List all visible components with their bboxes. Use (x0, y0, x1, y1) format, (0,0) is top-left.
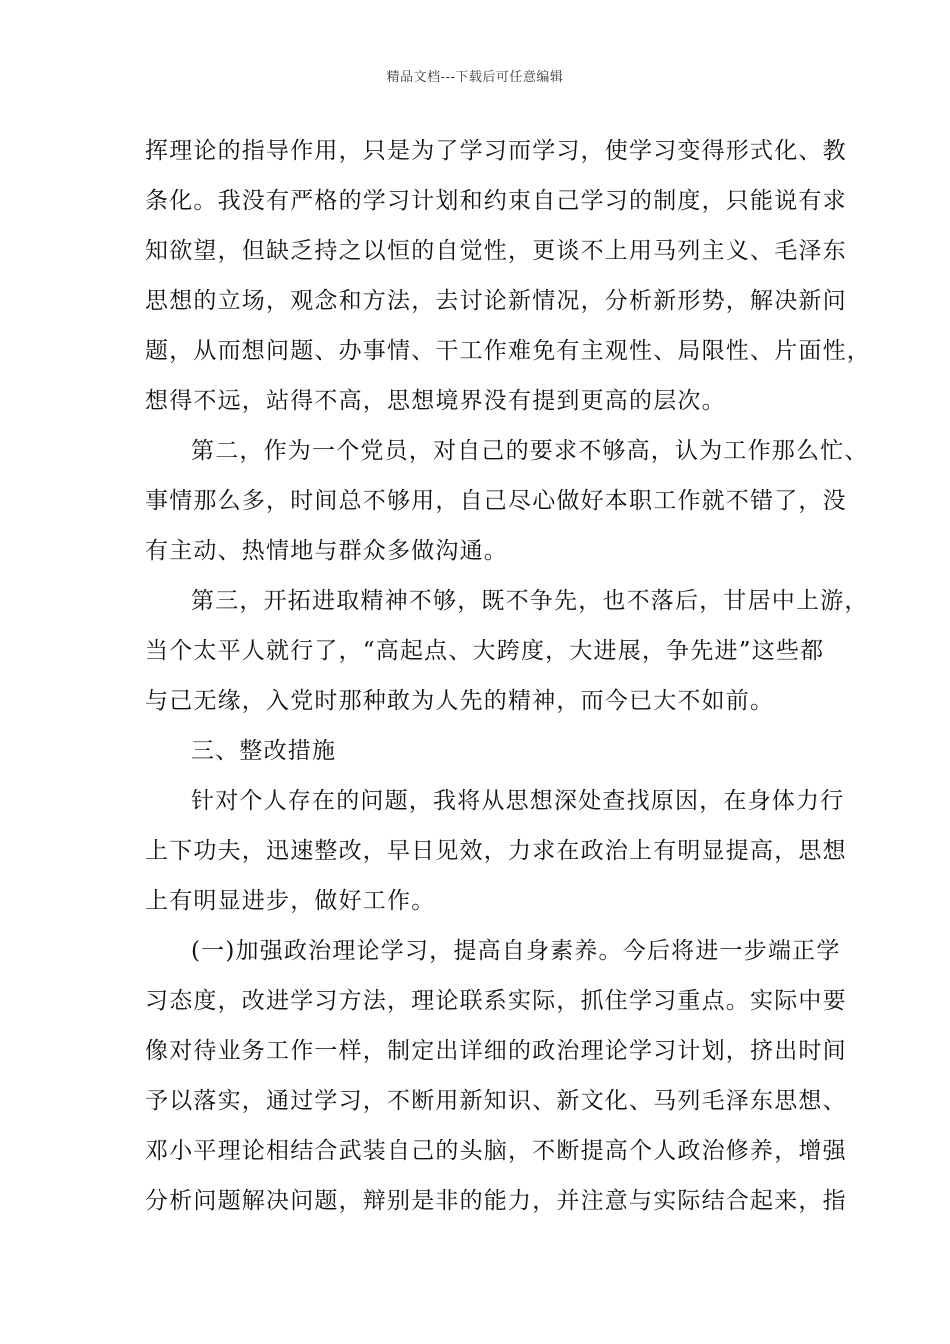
section-heading: 三、整改措施 (191, 738, 337, 764)
document-body (145, 126, 871, 1226)
paragraph-start-line: 针对个人存在的问题，我将从思想深处查找原因，在身体力行 (191, 788, 845, 814)
text-line: 与己无缘，入党时那种敢为人先的精神，而今已大不如前。 (145, 688, 775, 714)
paragraph-start-line: 第二，作为一个党员，对自己的要求不够高，认为工作那么忙、 (191, 438, 869, 464)
text-line: 予以落实，通过学习，不断用新知识、新文化、马列毛泽东思想、 (145, 1088, 847, 1114)
text-line: 上下功夫，迅速整改，早日见效，力求在政治上有明显提高，思想 (145, 838, 847, 864)
text-line: 像对待业务工作一样，制定出详细的政治理论学习计划，挤出时间 (145, 1038, 847, 1064)
text-line: 条化。我没有严格的学习计划和约束自己学习的制度，只能说有求 (145, 188, 847, 214)
text-line: 挥理论的指导作用，只是为了学习而学习，使学习变得形式化、教 (145, 138, 847, 164)
text-line: 有主动、热情地与群众多做沟通。 (145, 538, 508, 564)
text-line: 分析问题解决问题，辩别是非的能力，并注意与实际结合起来，指 (145, 1188, 847, 1214)
text-line: 事情那么多，时间总不够用，自己尽心做好本职工作就不错了，没 (145, 488, 847, 514)
text-line: 知欲望，但缺乏持之以恒的自觉性，更谈不上用马列主义、毛泽东 (145, 238, 847, 264)
text-line: 题，从而想问题、办事情、干工作难免有主观性、局限性、片面性， (145, 338, 871, 364)
text-line: 思想的立场，观念和方法，去讨论新情况，分析新形势，解决新问 (145, 288, 847, 314)
paragraph-start-line: 第三，开拓进取精神不够，既不争先，也不落后，甘居中上游， (191, 588, 869, 614)
text-line: 习态度，改进学习方法，理论联系实际，抓住学习重点。实际中要 (145, 988, 847, 1014)
text-line: 想得不远，站得不高，思想境界没有提到更高的层次。 (145, 388, 726, 414)
page-header: 精品文档---下载后可任意编辑 (386, 70, 564, 85)
text-line: 上有明显进步，做好工作。 (145, 888, 436, 914)
text-line: 当个太平人就行了，“高起点、大跨度，大进展，争先进”这些都 (145, 638, 825, 664)
text-line: 邓小平理论相结合武装自己的头脑，不断提高个人政治修养，增强 (145, 1138, 847, 1164)
paragraph-start-line: (一)加强政治理论学习，提高自身素养。今后将进一步端正学 (191, 938, 841, 964)
